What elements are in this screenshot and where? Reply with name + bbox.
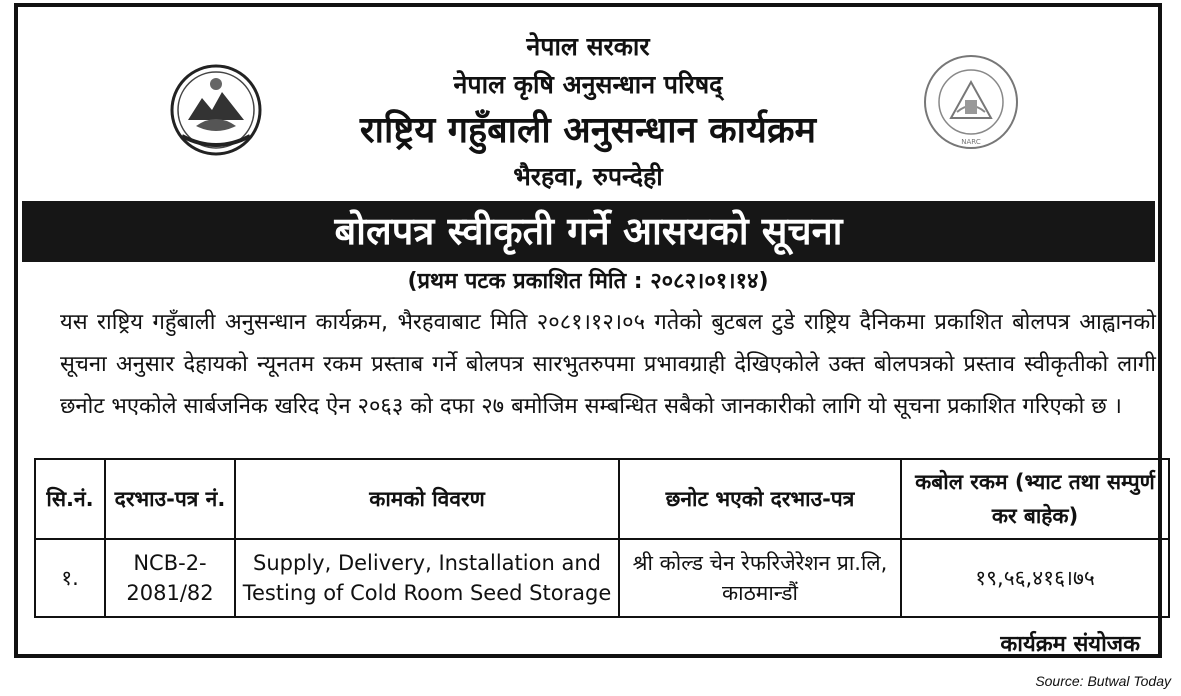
cell-description: Supply, Delivery, Installation and Testing of Cold Room Seed Storage (235, 539, 619, 617)
notice-frame (14, 3, 1162, 658)
table-row (35, 539, 1169, 617)
publish-date: (प्रथम पटक प्रकाशित मिति : २०८२।०१।१४) (407, 269, 769, 294)
table-header-row (35, 459, 1169, 539)
cell-amount: १९,५६,४१६।७५ (901, 539, 1169, 617)
signature-designation: कार्यक्रम संयोजक (1000, 632, 1140, 657)
header-title: राष्ट्रिय गहुँबाली अनुसन्धान कार्यक्रम (359, 110, 817, 151)
svg-text:NARC: NARC (961, 138, 981, 146)
award-table (34, 458, 1170, 618)
col-header-sn: सि.नं. (35, 459, 105, 539)
header-location: भैरहवा, रुपन्देही (513, 162, 663, 191)
col-header-bid-no: दरभाउ-पत्र नं. (105, 459, 235, 539)
notice-body: यस राष्ट्रिय गहुँबाली अनुसन्धान कार्यक्रम, भैरहवाबाट मिति २०८१।१२।०५ गतेको बुटबल टुडे राष्ट्रिय दैनिकमा प्रकाशित बोलपत्र आह्वानको सूचना अनुसार देहायको न्यूनतम रकम प्रस्ताब गर्ने बोलपत्र सारभुतरुपमा प्रभावग्राही देखिएकोले उक्त बोलपत्रको प्रस्ताव स्वीकृतीको लागी छनोट भएकोले सार्बजनिक खरिद ऐन २०६३ को दफा २७ बमोजिम सम्बन्धित सबैको जानकारीको लागि यो सूचना प्रकाशित गरिएको छ । (60, 310, 1156, 419)
col-header-amount: कबोल रकम (भ्याट तथा सम्पुर्ण कर बाहेक) (901, 459, 1169, 539)
source-credit: Source: Butwal Today (1035, 673, 1171, 689)
col-header-selected-bidder: छनोट भएको दरभाउ-पत्र (619, 459, 901, 539)
col-header-description: कामको विवरण (235, 459, 619, 539)
cell-sn: १. (35, 539, 105, 617)
header-line-1: नेपाल सरकार (526, 32, 650, 61)
notice-title-banner: बोलपत्र स्वीकृती गर्ने आसयको सूचना (22, 201, 1155, 262)
header-line-2: नेपाल कृषि अनुसन्धान परिषद् (453, 70, 723, 99)
cell-bid-no: NCB-2-2081/82 (105, 539, 235, 617)
cell-selected-bidder: श्री कोल्ड चेन रेफरिजेरेशन प्रा.लि, काठमान्डौं (619, 539, 901, 617)
